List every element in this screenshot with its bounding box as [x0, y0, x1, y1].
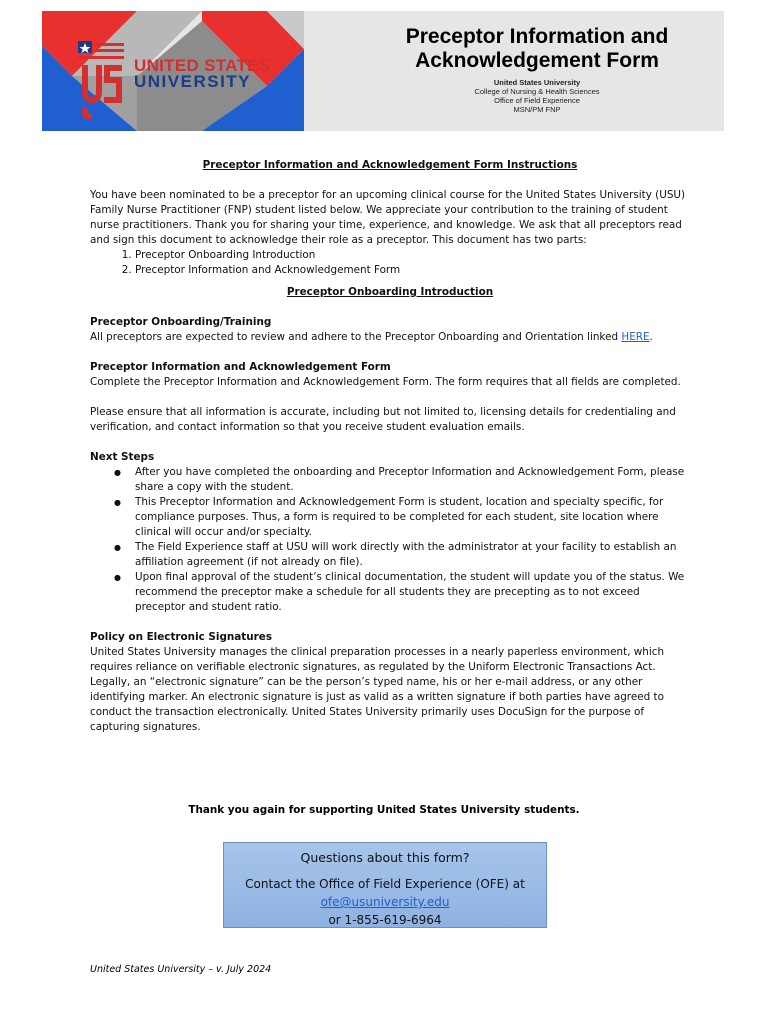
contact-box [223, 842, 547, 928]
form-section-title: Preceptor Information and Acknowledgement Form [90, 361, 391, 373]
logo-line-1: UNITED STATES [134, 56, 271, 75]
phone-text: or 1-855-619-6964 [328, 913, 442, 927]
intro-paragraph: You have been nominated to be a preceptor for an upcoming clinical course for the United States University (USU) Family Nurse Practitioner (FNP) student listed below. We appreciate your contribution to the training of student nurse practitioners. Thank you for sharing your time, experience, and knowledge. We ask that all preceptors read and sign this document to acknowledge their role as a preceptor. This document has two parts: [90, 189, 686, 246]
accuracy-paragraph: Please ensure that all information is accurate, including but not limited to, licensing details for credentialing and verification, and contact information so that you receive student evaluation emails. [90, 406, 676, 433]
email-link[interactable]: ofe@usuniversity.edu [320, 895, 450, 909]
form-title [362, 25, 712, 73]
form-section-text: Complete the Preceptor Information and Acknowledgement Form. The form requires that all fields are completed. [90, 376, 681, 388]
training-paragraph [90, 330, 690, 345]
onboarding-here-link[interactable]: HERE [621, 331, 650, 343]
policy-title: Policy on Electronic Signatures [90, 631, 273, 643]
header-banner [42, 11, 724, 131]
thank-you-note: Thank you again for supporting United States University students. [188, 804, 580, 816]
list-item: 2. Preceptor Information and Acknowledgement Form [135, 263, 690, 278]
dept-line: United States University [493, 78, 581, 87]
form-title-line-1: Preceptor Information and [405, 25, 669, 48]
logo-wordmark [134, 58, 270, 90]
department-info [362, 78, 712, 114]
parts-list [90, 248, 690, 278]
next-steps-list [90, 465, 690, 615]
list-item: ● The Field Experience staff at USU will work directly with the administrator at your facility to establish an affiliation agreement (if not already on file). [135, 540, 690, 570]
contact-line: Contact the Office of Field Experience (OFE) at [245, 877, 525, 891]
instructions-heading: Preceptor Information and Acknowledgement Form Instructions [202, 159, 578, 171]
usu-logo-icon [78, 41, 126, 121]
dept-line: College of Nursing & Health Sciences [474, 87, 600, 96]
footer-version: United States University – v. July 2024 [90, 964, 272, 975]
list-item: ● Upon final approval of the student’s clinical documentation, the student will update you of the status. We recommend the preceptor make a schedule for all students they are precepting as to not exceed preceptor and student ratio. [135, 570, 690, 615]
training-title: Preceptor Onboarding/Training [90, 316, 272, 328]
document-body [90, 158, 690, 735]
list-item: ● This Preceptor Information and Acknowledgement Form is student, location and specialty specific, for compliance purposes. Thus, a form is required to be completed for each student, site location where clinical will occur and/or specialty. [135, 495, 690, 540]
contact-question: Questions about this form? [300, 850, 470, 865]
contact-details [224, 875, 546, 929]
onboarding-heading: Preceptor Onboarding Introduction [286, 286, 494, 298]
next-steps-title: Next Steps [90, 451, 155, 463]
training-end: . [649, 331, 653, 343]
logo-line-2: UNIVERSITY [134, 72, 252, 91]
list-item: ● After you have completed the onboarding and Preceptor Information and Acknowledgement Form, please share a copy with the student. [135, 465, 690, 495]
dept-line: MSN/PM FNP [513, 105, 561, 114]
form-title-line-2: Acknowledgement Form [415, 49, 659, 72]
dept-line: Office of Field Experience [494, 96, 580, 105]
contact-line-2 [224, 893, 546, 929]
training-text: All preceptors are expected to review and adhere to the Preceptor Onboarding and Orientation linked [90, 331, 622, 343]
list-item: 1. Preceptor Onboarding Introduction [135, 248, 690, 263]
policy-paragraph: United States University manages the clinical preparation processes in a nearly paperless environment, which requires reliance on verifiable electronic signatures, as regulated by the Uniform Electronic Transactions Act. Legally, an “electronic signature” can be the person’s typed name, his or her e-mail address, or any other identifying marker. An electronic signature is just as valid as a written signature if both parties have agreed to conduct the transaction electronically. United States University primarily uses DocuSign for the purpose of capturing signatures. [90, 646, 665, 733]
